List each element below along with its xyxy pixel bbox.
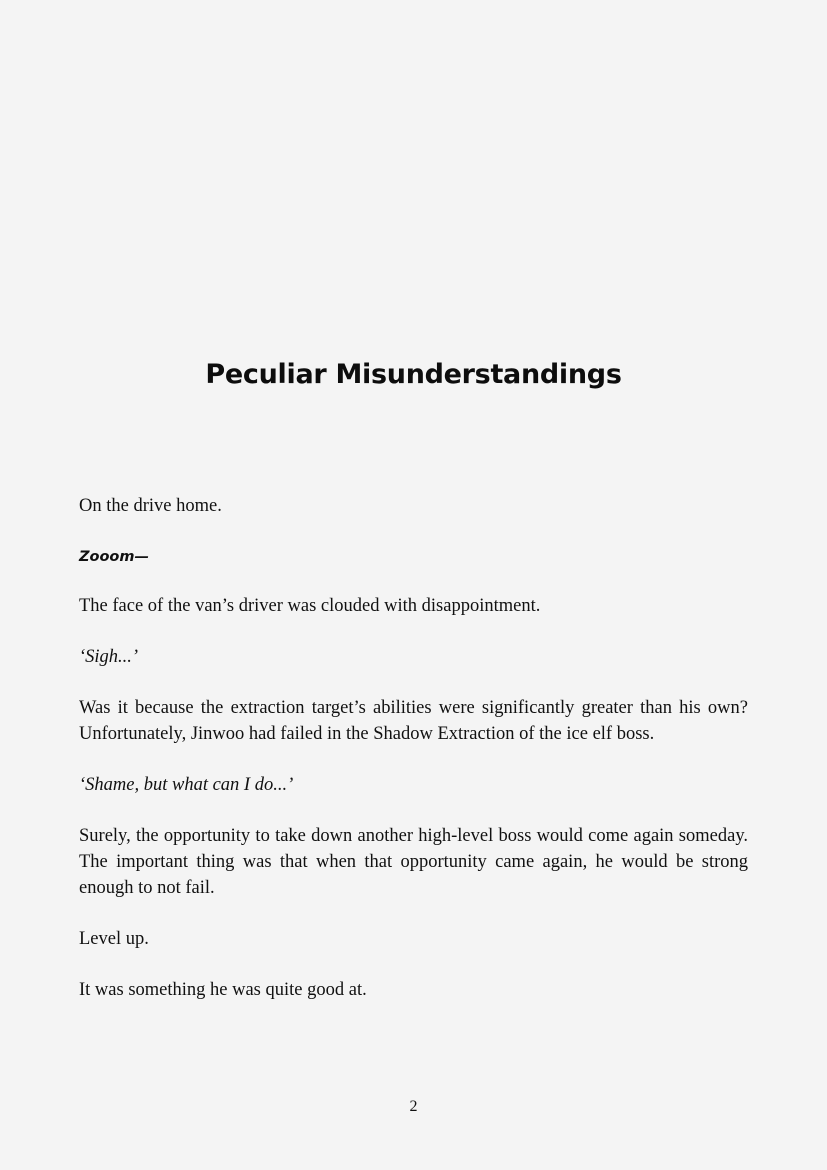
page-number: 2: [409, 1098, 418, 1115]
chapter-body: [79, 493, 748, 1028]
paragraph: The face of the van’s driver was clouded with disappointment.: [79, 596, 541, 616]
inner-thought: ‘Sigh...’: [79, 647, 139, 667]
paragraph: On the drive home.: [79, 496, 222, 516]
paragraph: Level up.: [79, 929, 149, 949]
inner-thought: ‘Shame, but what can I do...’: [79, 775, 294, 795]
paragraph: Was it because the extraction target’s abilities were significantly greater than his own? Unfortunately, Jinwoo had failed in the Shadow Extraction of the ice elf boss.: [79, 698, 748, 744]
paragraph: Surely, the opportunity to take down another high-level boss would come again someday. The important thing was that when that opportunity came again, he would be strong enough to not fail.: [79, 826, 748, 898]
chapter-title: Peculiar Misunderstandings: [205, 359, 622, 390]
paragraph: It was something he was quite good at.: [79, 980, 367, 1000]
sound-effect-text: Zooom—: [79, 549, 150, 565]
